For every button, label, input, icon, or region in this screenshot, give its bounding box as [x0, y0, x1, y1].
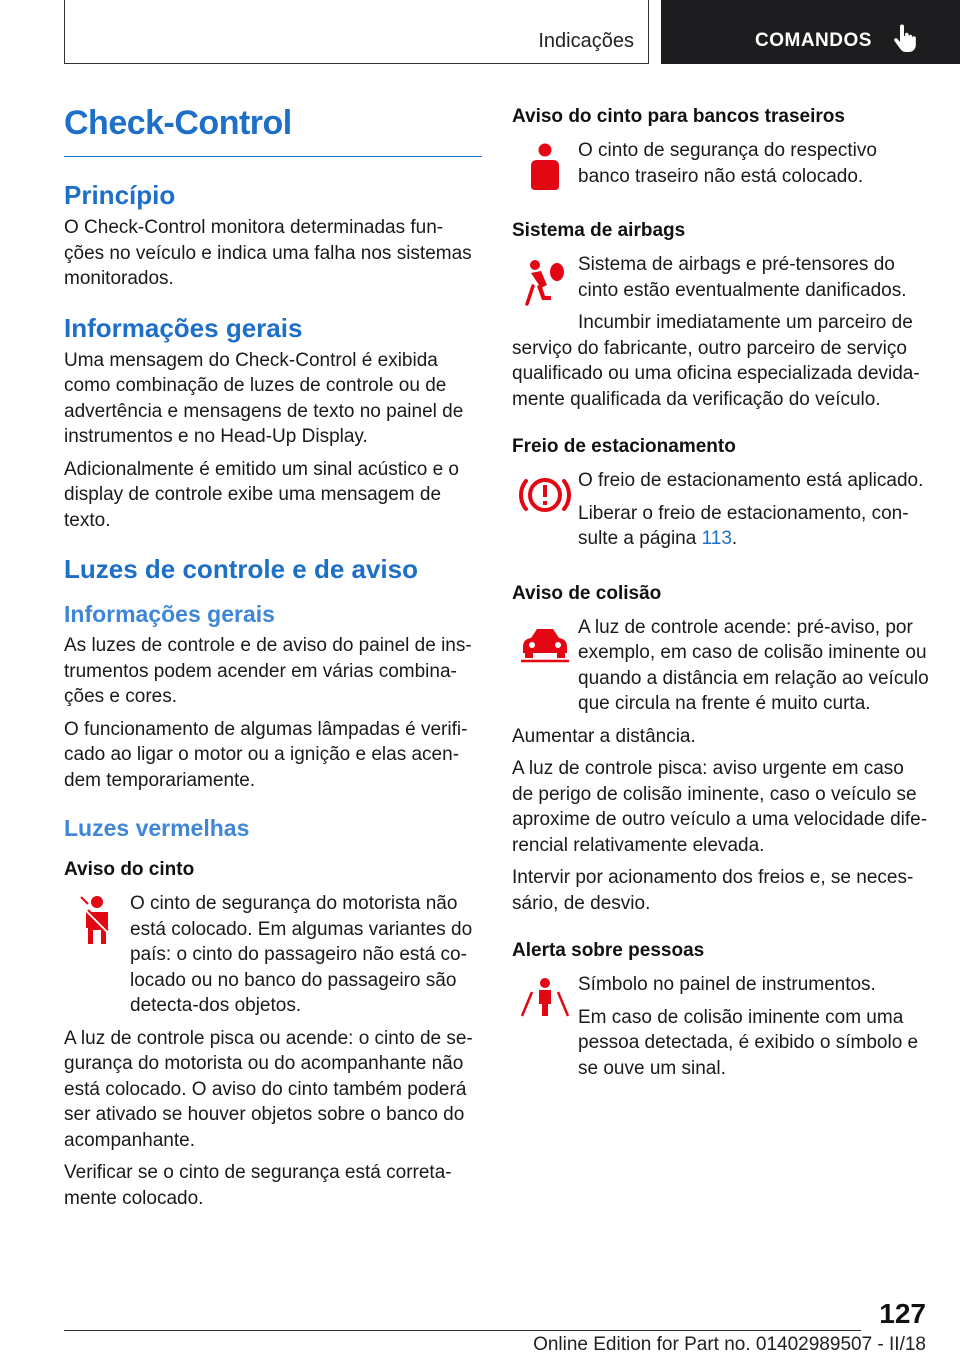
pedestrian-warning-icon [518, 976, 572, 1022]
footer-edition: Online Edition for Part no. 01402989507 - II/18 [533, 1334, 926, 1355]
freio-text-2-end: . [731, 528, 738, 549]
header-section-label: Indicações [538, 30, 634, 52]
footer-divider [64, 1330, 861, 1331]
seatbelt-warning-icon [79, 895, 115, 947]
airbag-warning-icon [523, 256, 567, 308]
freio-text-2-main: Liberar o freio de estacionamento, con-sulte a página [578, 502, 909, 549]
heading-colisao: Aviso de colisão [512, 582, 662, 604]
page-number: 127 [879, 1298, 926, 1329]
section-vermelhas [64, 813, 482, 1211]
pessoas-text-2: Em caso de colisão iminente com uma pessoa detectada, é exibido o símbolo e se ouve um sinal. [578, 1006, 919, 1079]
header-chapter-tab [661, 0, 960, 64]
entry-airbags [512, 218, 930, 412]
heading-pessoas: Alerta sobre pessoas [512, 940, 705, 961]
airbags-text-1: Sistema de airbags e pré-tensores do cinto estão eventualmente danificados. [578, 254, 907, 301]
heading-traseiros: Aviso do cinto para bancos traseiros [512, 106, 845, 127]
info-text-1: Uma mensagem do Check-Control é exibida como combinação de luzes de controle ou de advertência e mensagens de texto no painel de instrumentos e no Head-Up Display. [64, 349, 464, 447]
luzes-text-2: O funcionamento de algumas lâmpadas é verifi-cado ao ligar o motor ou a ignição e elas acen-dem temporariamente. [64, 718, 468, 791]
freio-text-1: O freio de estacionamento está aplicado. [578, 470, 924, 491]
entry-traseiros [512, 104, 930, 196]
header-chapter-label: COMANDOS [755, 30, 872, 51]
colisao-text-2: Aumentar a distância. [512, 725, 696, 747]
colisao-text-1: A luz de controle acende: pré-aviso, por exemplo, em caso de colisão iminente ou quando a distância em relação ao veículo que circula na frente é muito curta. [578, 616, 929, 714]
entry-freio [512, 434, 930, 559]
aviso-cinto-text-1: O cinto de segurança do motorista não está colocado. Em algumas variantes do país: o cinto do passageiro não está co-locado ou no banco do passageiro são detecta-dos objetos. [130, 893, 473, 1016]
principio-text: O Check-Control monitora determinadas fun-ções no veículo e indica uma falha nos sistemas monitorados. [64, 217, 472, 289]
entry-colisao [512, 581, 930, 917]
freio-text-2 [578, 501, 930, 552]
page-title: Check-Control [64, 104, 292, 142]
section-info-gerais [64, 312, 482, 534]
heading-freio: Freio de estacionamento [512, 436, 736, 457]
section-luzes [64, 553, 482, 793]
heading-info-gerais: Informações gerais [64, 312, 303, 343]
rear-seatbelt-icon [525, 142, 565, 192]
subheading-info-gerais: Informações gerais [64, 601, 275, 627]
aviso-cinto-entry [64, 891, 482, 1026]
heading-airbags: Sistema de airbags [512, 220, 686, 241]
page-link-113[interactable]: 113 [701, 528, 732, 549]
colisao-text-4: Intervir por acionamento dos freios e, se neces-sário, de desvio. [512, 867, 914, 914]
luzes-text-1: As luzes de controle e de aviso do painel de ins-trumentos podem acender em várias combina-ções e cores. [64, 635, 472, 707]
entry-pessoas [512, 938, 930, 1088]
info-text-2: Adicionalmente é emitido um sinal acústico e o display de controle exibe uma mensagem de texto. [64, 458, 459, 531]
left-column [64, 100, 482, 1231]
aviso-cinto-text-2: A luz de controle pisca ou acende: o cinto de se-gurança do motorista ou do acompanhante não está colocado. O aviso do cinto também poderá ser ativado se houver objetos sobre o banco do acompanhante. [64, 1027, 473, 1151]
pointing-hand-icon [893, 24, 917, 54]
aviso-cinto-text-3: Verificar se o cinto de segurança está correta-mente colocado. [64, 1162, 452, 1209]
heading-principio: Princípio [64, 180, 176, 210]
pessoas-text-1: Símbolo no painel de instrumentos. [578, 974, 876, 995]
collision-warning-icon [517, 619, 573, 663]
title-block [64, 100, 482, 157]
parking-brake-icon [515, 472, 575, 518]
heading-aviso-cinto: Aviso do cinto [64, 859, 195, 880]
section-principio [64, 179, 482, 292]
traseiros-text: O cinto de segurança do respectivo banco traseiro não está colocado. [578, 140, 877, 187]
heading-luzes: Luzes de controle e de aviso [64, 554, 418, 584]
right-column [512, 100, 930, 1110]
subheading-vermelhas: Luzes vermelhas [64, 815, 250, 841]
airbags-text-2: Incumbir imediatamente um parceiro de serviço do fabricante, outro parceiro de serviço qualificado ou uma oficina especializada devida-mente qualificada da verificação do veículo. [512, 312, 920, 410]
page-header [0, 0, 960, 66]
colisao-text-3: A luz de controle pisca: aviso urgente em caso de perigo de colisão iminente, caso o veículo se aproxime de outro veículo a uma velocidade dife-rencial relativamente elevada. [512, 758, 928, 856]
